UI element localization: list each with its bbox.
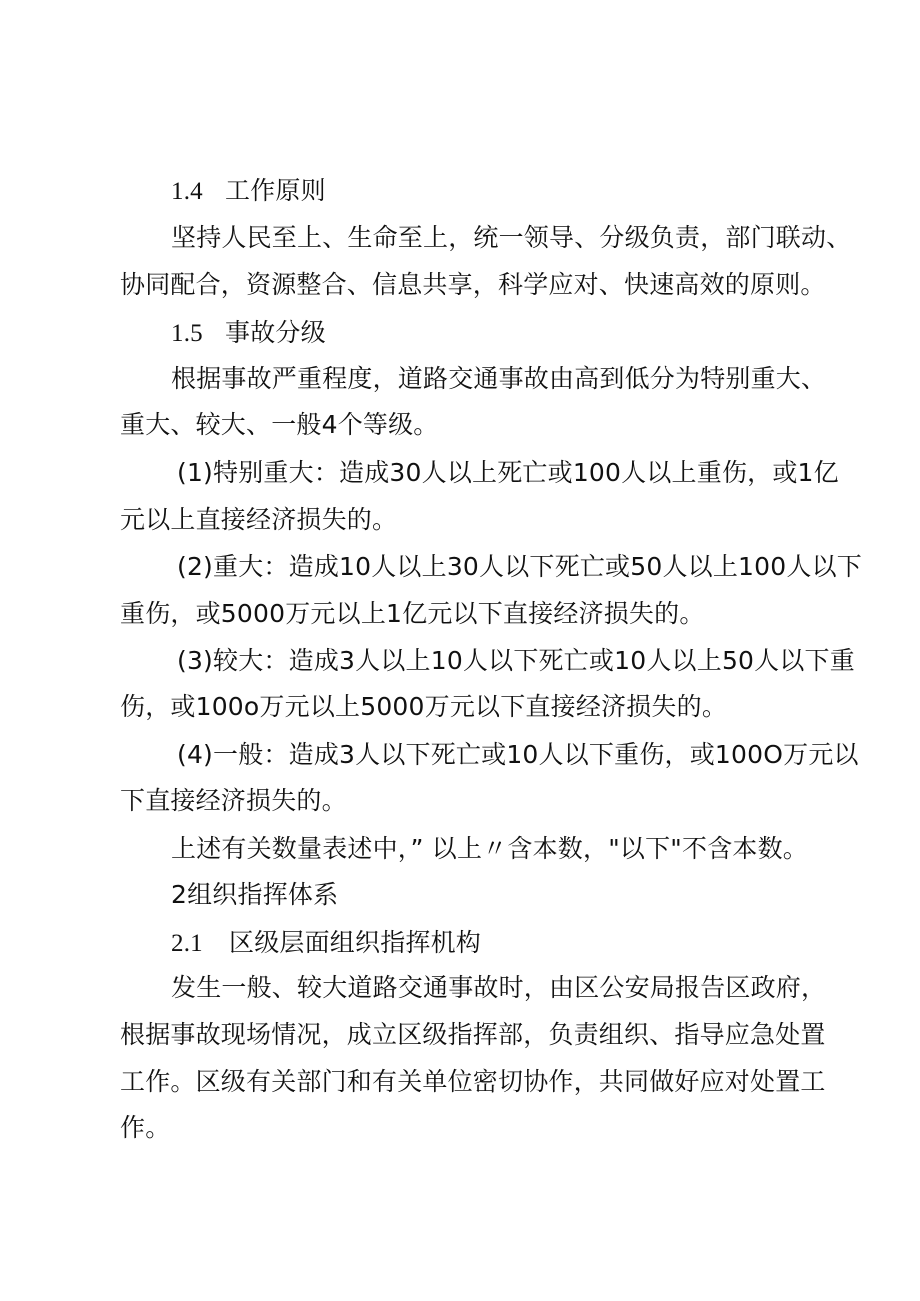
paragraph-line: 工作。区级有关部门和有关单位密切协作，共同做好应对处置工 <box>120 1067 826 1096</box>
grade-item-line: (1)特别重大：造成30人以上死亡或100人以上重伤，或1亿 <box>177 458 839 487</box>
section-heading-2: 2组织指挥体系 <box>171 880 339 909</box>
paragraph-line: 作。 <box>120 1113 171 1142</box>
section-title: 事故分级 <box>225 318 326 347</box>
grade-item-line: 重伤，或5000万元以上1亿元以下直接经济损失的。 <box>120 599 705 628</box>
grade-item-line: 下直接经济损失的。 <box>120 786 347 815</box>
paragraph-line: 根据事故严重程度，道路交通事故由高到低分为特别重大、 <box>171 364 827 393</box>
paragraph-line: 发生一般、较大道路交通事故时，由区公安局报告区政府， <box>171 973 827 1002</box>
grade-item-line: 元以上直接经济损失的。 <box>120 505 398 534</box>
section-heading-2-1 <box>171 926 481 960</box>
grade-item-line: (4)一般：造成3人以下死亡或10人以下重伤，或100O万元以 <box>177 740 859 769</box>
grade-item-line: 伤，或100o万元以上5000万元以下直接经济损失的。 <box>120 692 728 721</box>
paragraph-line: 协同配合，资源整合、信息共享，科学应对、快速高效的原则。 <box>120 270 826 299</box>
paragraph-line: 根据事故现场情况，成立区级指挥部，负责组织、指导应急处置 <box>120 1020 826 1049</box>
section-heading-1-5 <box>171 316 326 350</box>
section-number: 1.5 <box>171 320 203 347</box>
grade-item-line: (3)较大：造成3人以上10人以下死亡或10人以上50人以下重 <box>177 646 855 675</box>
section-title: 工作原则 <box>225 176 326 205</box>
paragraph-line: 重大、较大、一般4个等级。 <box>120 410 439 439</box>
section-heading-1-4 <box>171 174 326 208</box>
grade-item-line: (2)重大：造成10人以上30人以下死亡或50人以上100人以下 <box>177 552 862 581</box>
paragraph-line: 坚持人民至上、生命至上，统一领导、分级负责，部门联动、 <box>171 223 852 252</box>
section-number: 1.4 <box>171 178 203 205</box>
section-number: 2.1 <box>171 930 203 957</box>
section-title: 区级层面组织指挥机构 <box>229 928 482 957</box>
quantity-note: 上述有关数量表述中，” 以上〃含本数，"以下"不含本数。 <box>171 834 808 863</box>
